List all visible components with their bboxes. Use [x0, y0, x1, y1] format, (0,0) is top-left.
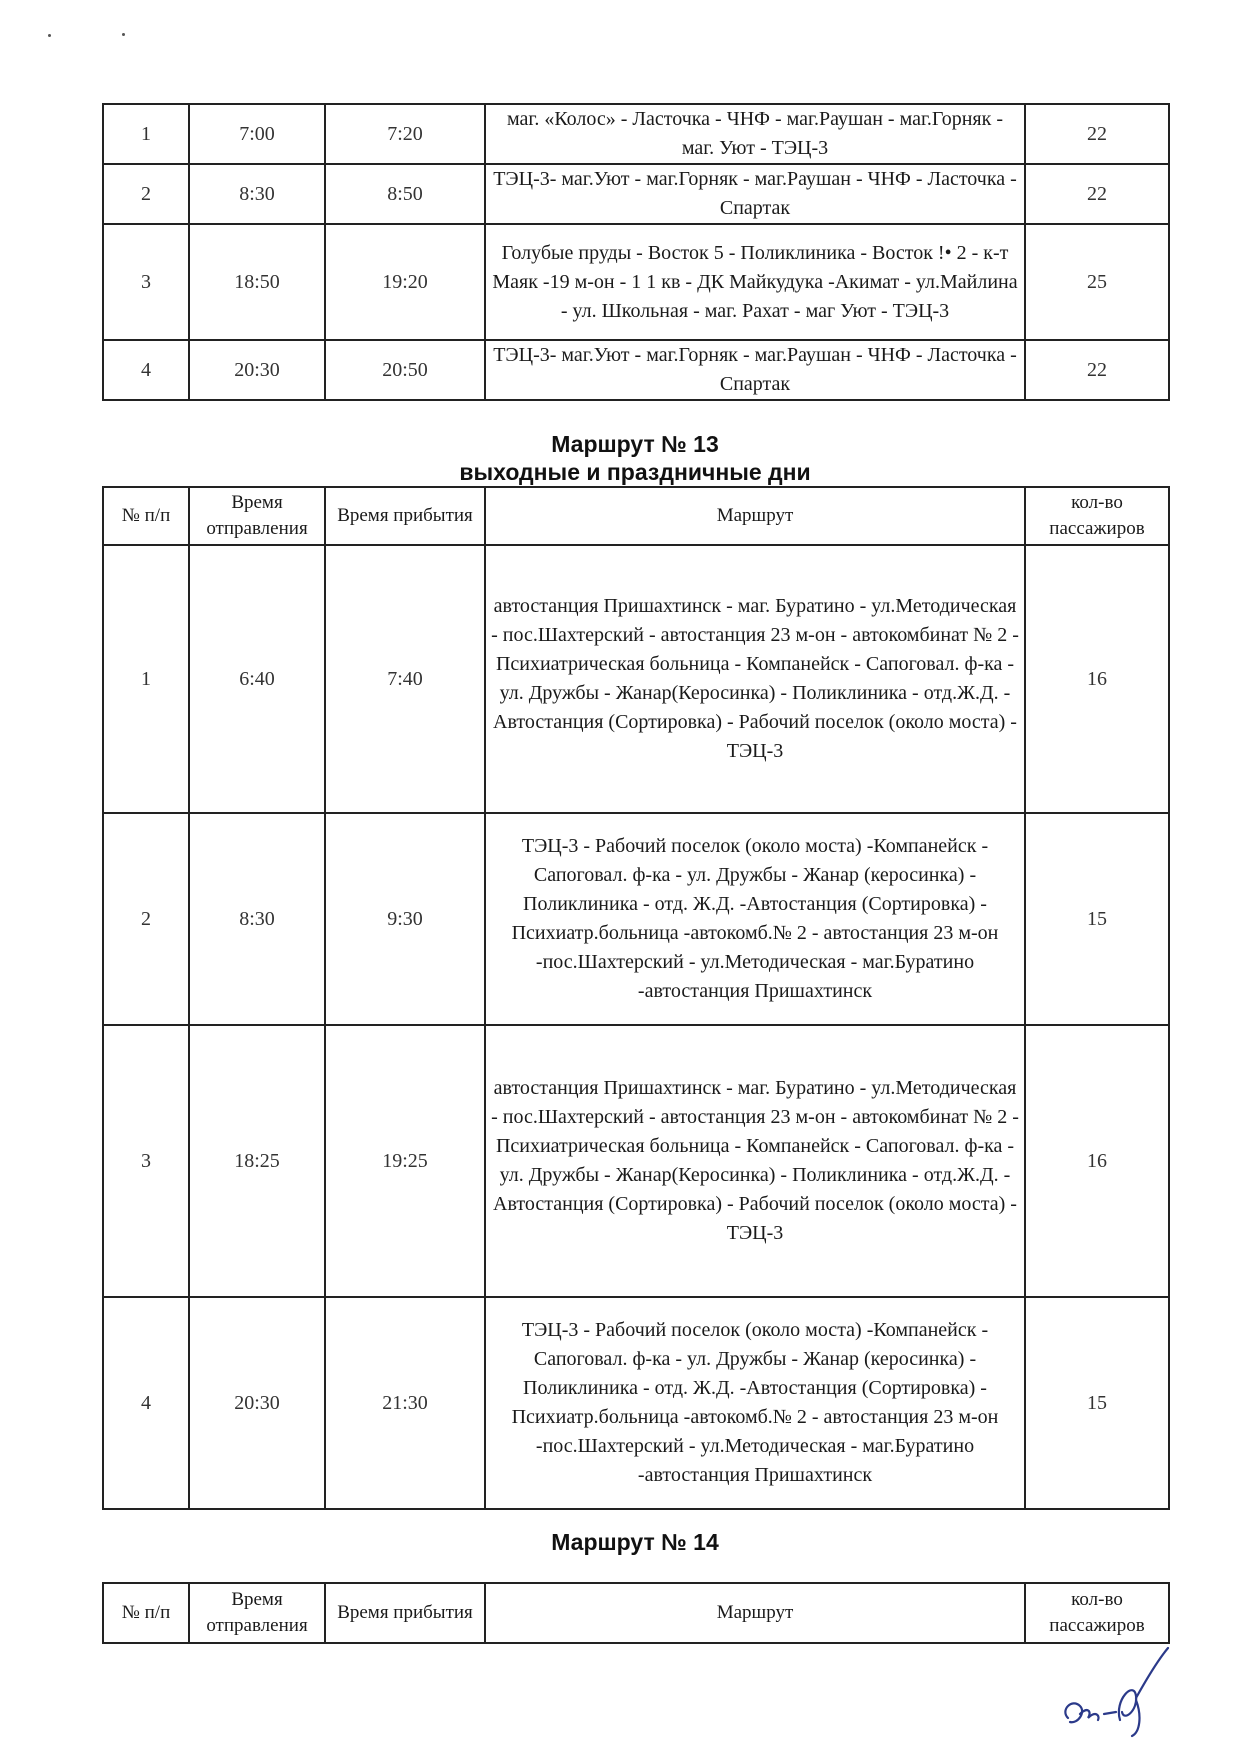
passenger-count: 16 — [1025, 545, 1169, 813]
table-header-row — [103, 1583, 1169, 1643]
signature-mark — [1050, 1640, 1180, 1740]
header-departure: Время отправления — [189, 487, 325, 545]
route-description: автостанция Пришахтинск - маг. Буратино - ул.Методическая - пос.Шахтерский - автостанция 23 м-он - автокомбинат № 2 - Психиатрическая больница - Компанейск - Сапоговал. ф-ка - ул. Дружбы - Жанар(Керосинка) - Поликлиника - отд.Ж.Д. - Автостанция (Сортировка) - Рабочий поселок (около моста) - ТЭЦ-3 — [485, 545, 1025, 813]
table-row — [103, 1025, 1169, 1297]
arrival-time: 21:30 — [325, 1297, 485, 1509]
header-arrival: Время прибытия — [325, 487, 485, 545]
route-13-table — [102, 486, 1170, 1510]
row-number: 3 — [103, 1025, 189, 1297]
row-number: 4 — [103, 340, 189, 400]
header-arrival: Время прибытия — [325, 1583, 485, 1643]
arrival-time: 8:50 — [325, 164, 485, 224]
route-14-table — [102, 1582, 1170, 1644]
table-header-row — [103, 487, 1169, 545]
passenger-count: 22 — [1025, 104, 1169, 164]
header-number: № п/п — [103, 1583, 189, 1643]
departure-time: 18:50 — [189, 224, 325, 340]
departure-time: 6:40 — [189, 545, 325, 813]
header-route: Маршрут — [485, 1583, 1025, 1643]
row-number: 4 — [103, 1297, 189, 1509]
header-passengers: кол-во пассажиров — [1025, 487, 1169, 545]
route-description: ТЭЦ-3- маг.Уют - маг.Горняк - маг.Раушан - ЧНФ - Ласточка - Спартак — [485, 164, 1025, 224]
arrival-time: 7:20 — [325, 104, 485, 164]
table-row — [103, 545, 1169, 813]
passenger-count: 22 — [1025, 164, 1169, 224]
schedule-table-continued — [102, 103, 1170, 401]
route-description: ТЭЦ-3- маг.Уют - маг.Горняк - маг.Раушан - ЧНФ - Ласточка - Спартак — [485, 340, 1025, 400]
passenger-count: 15 — [1025, 813, 1169, 1025]
departure-time: 7:00 — [189, 104, 325, 164]
route-13-subtitle: выходные и праздничные дни — [459, 459, 811, 485]
departure-time: 8:30 — [189, 813, 325, 1025]
row-number: 1 — [103, 545, 189, 813]
table-row — [103, 1297, 1169, 1509]
passenger-count: 16 — [1025, 1025, 1169, 1297]
table-row — [103, 813, 1169, 1025]
row-number: 1 — [103, 104, 189, 164]
table-row — [103, 340, 1169, 400]
route-description: Голубые пруды - Восток 5 - Поликлиника - Восток !• 2 - к-т Маяк -19 м-он - 1 1 кв - ДК Майкудука -Акимат - ул.Майлина - ул. Школьная - маг. Рахат - маг Уют - ТЭЦ-3 — [485, 224, 1025, 340]
table-row — [103, 224, 1169, 340]
arrival-time: 7:40 — [325, 545, 485, 813]
passenger-count: 22 — [1025, 340, 1169, 400]
departure-time: 8:30 — [189, 164, 325, 224]
route-14-title: Маршрут № 14 — [551, 1529, 719, 1555]
route-description: ТЭЦ-3 - Рабочий поселок (около моста) -Компанейск - Сапоговал. ф-ка - ул. Дружбы - Жанар (керосинка) - Поликлиника - отд. Ж.Д. -Автостанция (Сортировка) - Психиатр.больница -автокомб.№ 2 - автостанция 23 м-он -пос.Шахтерский - ул.Методическая - маг.Буратино -автостанция Пришахтинск — [485, 1297, 1025, 1509]
passenger-count: 15 — [1025, 1297, 1169, 1509]
arrival-time: 20:50 — [325, 340, 485, 400]
departure-time: 20:30 — [189, 340, 325, 400]
arrival-time: 19:20 — [325, 224, 485, 340]
passenger-count: 25 — [1025, 224, 1169, 340]
departure-time: 18:25 — [189, 1025, 325, 1297]
header-number: № п/п — [103, 487, 189, 545]
header-departure: Время отправления — [189, 1583, 325, 1643]
row-number: 3 — [103, 224, 189, 340]
arrival-time: 9:30 — [325, 813, 485, 1025]
departure-time: 20:30 — [189, 1297, 325, 1509]
row-number: 2 — [103, 813, 189, 1025]
table-row — [103, 164, 1169, 224]
row-number: 2 — [103, 164, 189, 224]
header-route: Маршрут — [485, 487, 1025, 545]
header-passengers: кол-во пассажиров — [1025, 1583, 1169, 1643]
route-description: маг. «Колос» - Ласточка - ЧНФ - маг.Раушан - маг.Горняк - маг. Уют - ТЭЦ-3 — [485, 104, 1025, 164]
route-description: ТЭЦ-3 - Рабочий поселок (около моста) -Компанейск - Сапоговал. ф-ка - ул. Дружбы - Жанар (керосинка) - Поликлиника - отд. Ж.Д. -Автостанция (Сортировка) - Психиатр.больница -автокомб.№ 2 - автостанция 23 м-он -пос.Шахтерский - ул.Методическая - маг.Буратино -автостанция Пришахтинск — [485, 813, 1025, 1025]
arrival-time: 19:25 — [325, 1025, 485, 1297]
route-13-title: Маршрут № 13 — [551, 431, 719, 457]
route-description: автостанция Пришахтинск - маг. Буратино - ул.Методическая - пос.Шахтерский - автостанция 23 м-он - автокомбинат № 2 - Психиатрическая больница - Компанейск - Сапоговал. ф-ка - ул. Дружбы - Жанар(Керосинка) - Поликлиника - отд.Ж.Д. - Автостанция (Сортировка) - Рабочий поселок (около моста) - ТЭЦ-3 — [485, 1025, 1025, 1297]
table-row — [103, 104, 1169, 164]
